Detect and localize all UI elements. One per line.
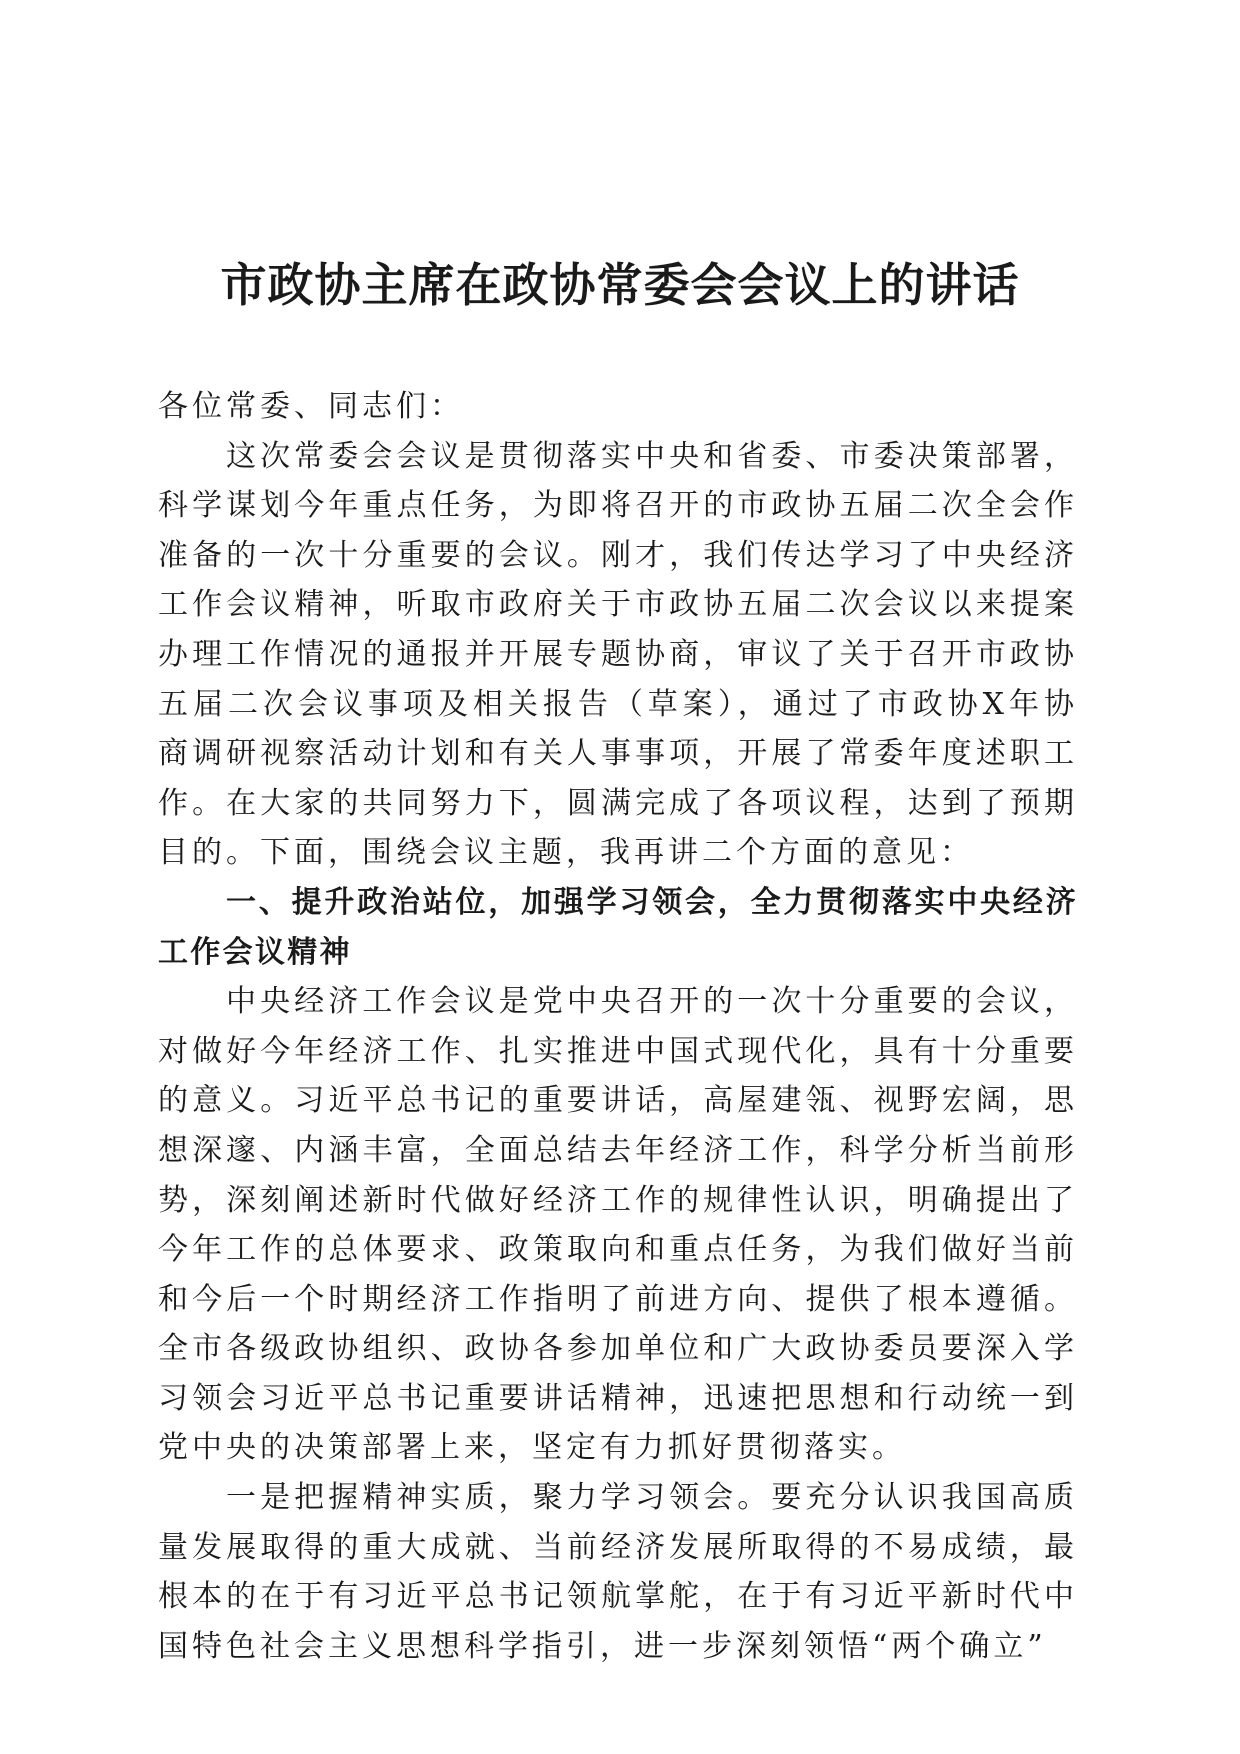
salutation: 各位常委、同志们： (158, 389, 464, 424)
paragraph-point-one: 一是把握精神实质，聚力学习领会。要充分认识我国高质量发展取得的重大成就、当前经济发展所取得的不易成绩，最根本的在于有习近平总书记领航掌舵，在于有习近平新时代中国特色社会主义思想科学指引，进一步深刻领悟“两个确立” (158, 1480, 1078, 1664)
paragraph-intro: 这次常委会会议是贯彻落实中央和省委、市委决策部署，科学谋划今年重点任务，为即将召开的市政协五届二次全会作准备的一次十分重要的会议。刚才，我们传达学习了中央经济工作会议精神，听取市政府关于市政协五届二次会议以来提案办理工作情况的通报并开展专题协商，审议了关于召开市政协五届二次会议事项及相关报告（草案），通过了市政协X年协商调研视察活动计划和有关人事事项，开展了常委年度述职工作。在大家的共同努力下，圆满完成了各项议程，达到了预期目的。下面，围绕会议主题，我再讲二个方面的意见： (158, 438, 1078, 871)
paragraph-conference-significance: 中央经济工作会议是党中央召开的一次十分重要的会议，对做好今年经济工作、扎实推进中国式现代化，具有十分重要的意义。习近平总书记的重要讲话，高屋建瓴、视野宏阔，思想深邃、内涵丰富，全面总结去年经济工作，科学分析当前形势，深刻阐述新时代做好经济工作的规律性认识，明确提出了今年工作的总体要求、政策取向和重点任务，为我们做好当前和今后一个时期经济工作指明了前进方向、提供了根本遵循。全市各级政协组织、政协各参加单位和广大政协委员要深入学习领会习近平总书记重要讲话精神，迅速把思想和行动统一到党中央的决策部署上来，坚定有力抓好贯彻落实。 (158, 984, 1078, 1466)
section-heading: 一、提升政治站位，加强学习领会，全力贯彻落实中央经济工作会议精神 (158, 884, 1078, 970)
document-title: 市政协主席在政协常委会会议上的讲话 (220, 258, 1020, 312)
document-body (158, 382, 1078, 1671)
